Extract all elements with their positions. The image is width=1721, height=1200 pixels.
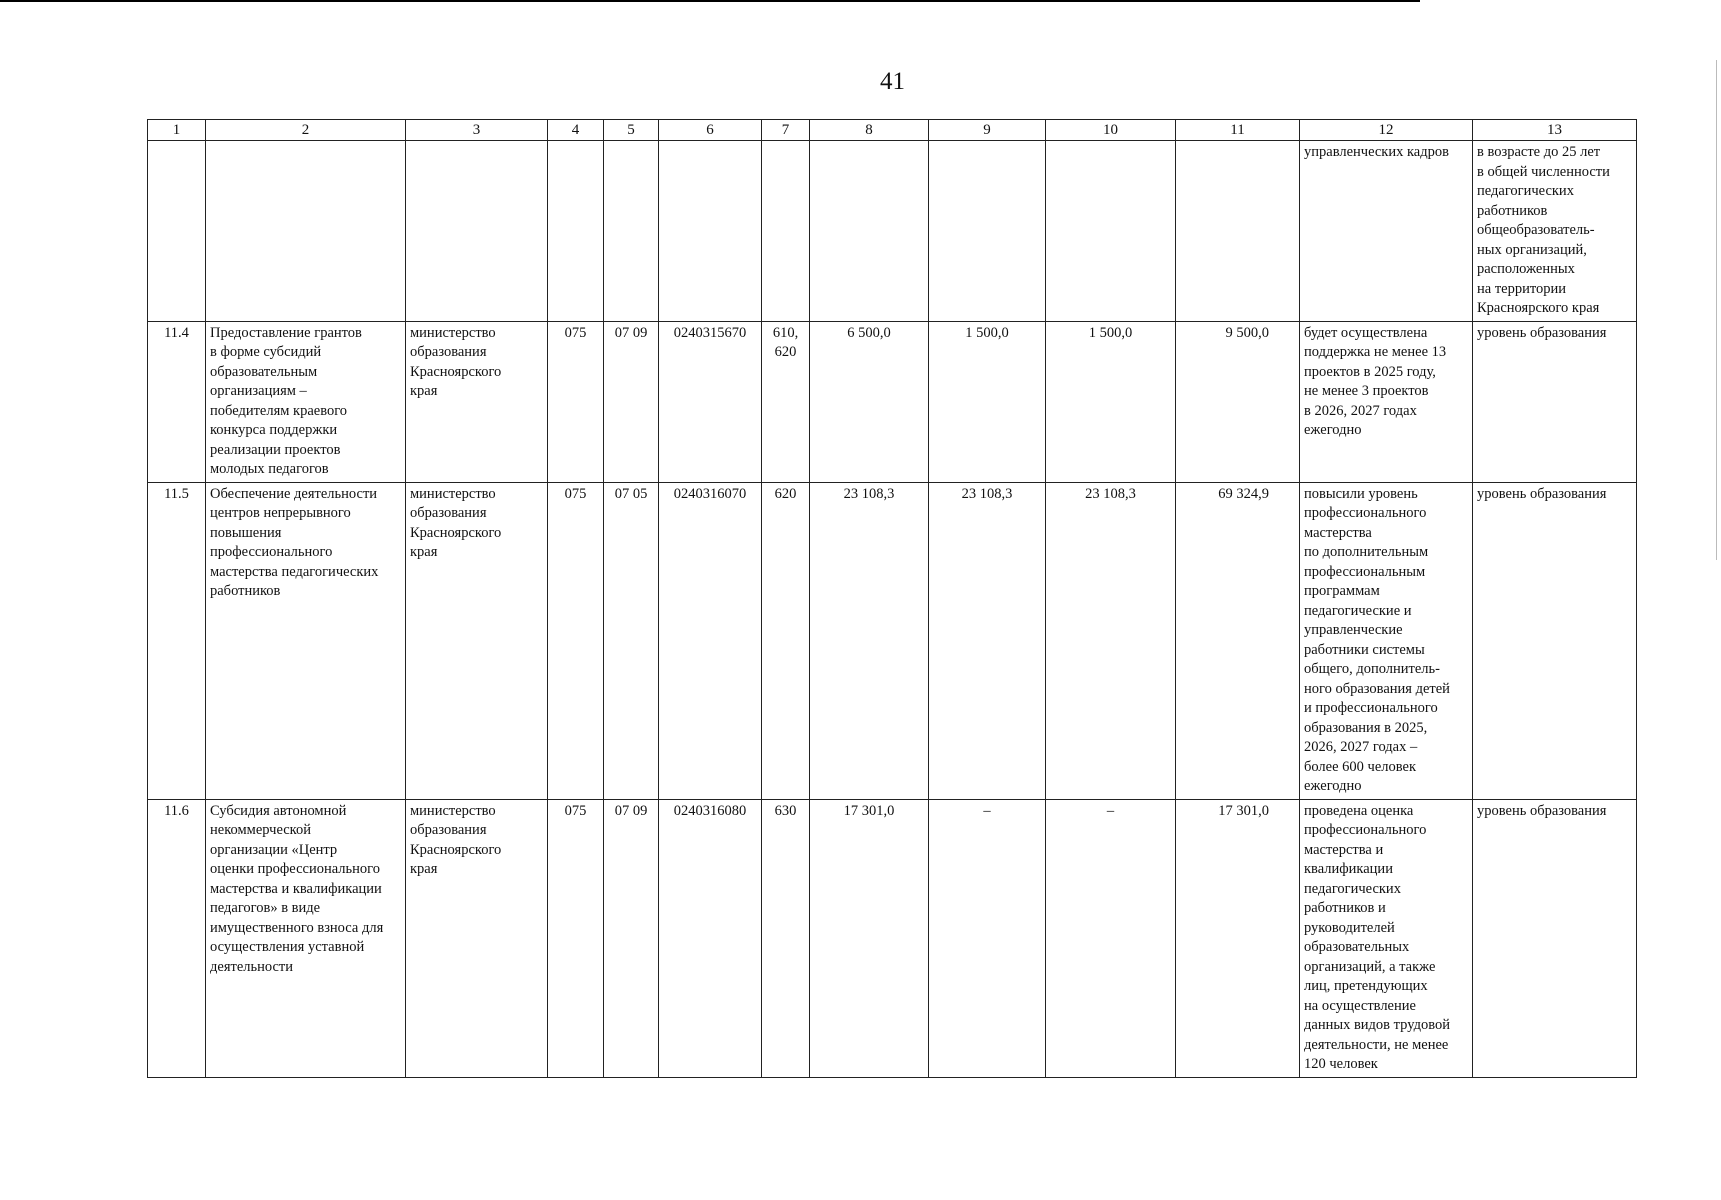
header-cell: 2 — [206, 120, 406, 141]
total-cell — [1176, 141, 1300, 322]
executor-cell — [406, 141, 548, 322]
header-cell: 3 — [406, 120, 548, 141]
header-cell: 6 — [659, 120, 762, 141]
expense-type-cell: 620 — [762, 482, 810, 799]
section-code-cell: 07 09 — [604, 321, 659, 482]
table-row — [148, 141, 1637, 322]
total-cell: 9 500,0 — [1176, 321, 1300, 482]
top-border-line — [0, 0, 1420, 2]
activity-name-cell — [206, 141, 406, 322]
expected-result-cell: проведена оценка профессионального мастерства и квалификации педагогических работников и руководителей образовательных организаций, а также лиц, претендующих на осуществление данных видов трудовой деятельности, не менее 120 человек — [1300, 799, 1473, 1077]
scan-edge-line — [1716, 60, 1717, 560]
table-row — [148, 482, 1637, 799]
grbs-code-cell: 075 — [548, 482, 604, 799]
header-cell: 8 — [810, 120, 929, 141]
executor-cell: министерство образования Красноярского края — [406, 799, 548, 1077]
total-cell: 69 324,9 — [1176, 482, 1300, 799]
expense-type-cell: 610, 620 — [762, 321, 810, 482]
amount-cell: 6 500,0 — [810, 321, 929, 482]
budget-table — [147, 119, 1637, 1078]
indicator-cell: в возрасте до 25 лет в общей численности педагогических работников общеобразователь- ных организаций, расположенных на территории Красноярского края — [1473, 141, 1637, 322]
header-cell: 4 — [548, 120, 604, 141]
table-row — [148, 799, 1637, 1077]
amount-cell: 23 108,3 — [929, 482, 1046, 799]
section-code-cell: 07 09 — [604, 799, 659, 1077]
section-code-cell: 07 05 — [604, 482, 659, 799]
amount-cell: 23 108,3 — [810, 482, 929, 799]
expected-result-cell: повысили уровень профессионального мастерства по дополнительным профессиональным программам педагогические и управленческие работники системы общего, дополнитель- ного образования детей и профессионального образования в 2025, 2026, 2027 годах – более 600 человек ежегодно — [1300, 482, 1473, 799]
amount-cell: 23 108,3 — [1046, 482, 1176, 799]
amount-cell — [810, 141, 929, 322]
activity-name-cell: Предоставление грантов в форме субсидий образовательным организациям – победителям краевого конкурса поддержки реализации проектов молодых педагогов — [206, 321, 406, 482]
expected-result-cell: управленческих кадров — [1300, 141, 1473, 322]
indicator-cell: уровень образования — [1473, 482, 1637, 799]
executor-cell: министерство образования Красноярского края — [406, 482, 548, 799]
header-cell: 5 — [604, 120, 659, 141]
activity-name-cell: Субсидия автономной некоммерческой организации «Центр оценки профессионального мастерства и квалификации педагогов» в виде имущественного взноса для осуществления уставной деятельности — [206, 799, 406, 1077]
header-cell: 11 — [1176, 120, 1300, 141]
amount-cell — [929, 141, 1046, 322]
amount-cell: – — [929, 799, 1046, 1077]
header-cell: 9 — [929, 120, 1046, 141]
target-article-cell — [659, 141, 762, 322]
table-header-row — [148, 120, 1637, 141]
target-article-cell: 0240316070 — [659, 482, 762, 799]
executor-cell: министерство образования Красноярского края — [406, 321, 548, 482]
expected-result-cell: будет осуществлена поддержка не менее 13 проектов в 2025 году, не менее 3 проектов в 2026, 2027 годах ежегодно — [1300, 321, 1473, 482]
row-number-cell: 11.6 — [148, 799, 206, 1077]
header-cell: 13 — [1473, 120, 1637, 141]
header-cell: 10 — [1046, 120, 1176, 141]
activity-name-cell: Обеспечение деятельности центров непрерывного повышения профессионального мастерства педагогических работников — [206, 482, 406, 799]
row-number-cell: 11.4 — [148, 321, 206, 482]
amount-cell: – — [1046, 799, 1176, 1077]
header-cell: 1 — [148, 120, 206, 141]
indicator-cell: уровень образования — [1473, 321, 1637, 482]
target-article-cell: 0240315670 — [659, 321, 762, 482]
grbs-code-cell — [548, 141, 604, 322]
amount-cell: 1 500,0 — [1046, 321, 1176, 482]
row-number-cell: 11.5 — [148, 482, 206, 799]
amount-cell: 1 500,0 — [929, 321, 1046, 482]
section-code-cell — [604, 141, 659, 322]
header-cell: 12 — [1300, 120, 1473, 141]
grbs-code-cell: 075 — [548, 799, 604, 1077]
header-cell: 7 — [762, 120, 810, 141]
total-cell: 17 301,0 — [1176, 799, 1300, 1077]
amount-cell: 17 301,0 — [810, 799, 929, 1077]
grbs-code-cell: 075 — [548, 321, 604, 482]
row-number-cell — [148, 141, 206, 322]
expense-type-cell — [762, 141, 810, 322]
indicator-cell: уровень образования — [1473, 799, 1637, 1077]
amount-cell — [1046, 141, 1176, 322]
page-number: 41 — [880, 68, 905, 95]
expense-type-cell: 630 — [762, 799, 810, 1077]
table-row — [148, 321, 1637, 482]
target-article-cell: 0240316080 — [659, 799, 762, 1077]
